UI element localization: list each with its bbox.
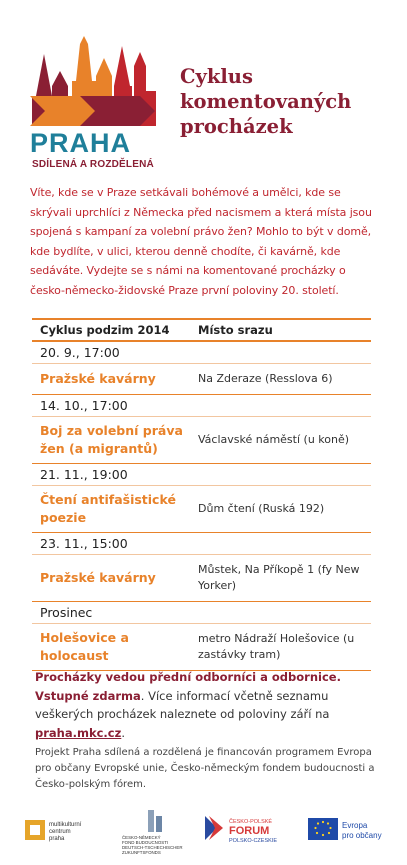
logo-tagline: SDÍLENÁ A ROZDĚLENÁ — [32, 159, 154, 170]
website-link[interactable]: praha.mkc.cz — [35, 725, 122, 740]
note-end: . — [121, 725, 125, 740]
logo-word: PRAHA — [30, 128, 132, 158]
fond-line: ZUKUNFTSFONDS — [122, 850, 161, 854]
row-place: Na Zderaze (Resslova 6) — [198, 372, 333, 385]
sponsor-logos — [25, 808, 395, 858]
row-date: 21. 11., 19:00 — [32, 464, 371, 486]
schedule-header — [32, 318, 371, 342]
row-date: Prosinec — [32, 602, 371, 624]
header-place: Místo srazu — [198, 323, 273, 337]
row-event: Pražské kavárny — [40, 570, 156, 585]
eu-logo — [308, 816, 388, 848]
intro-text: Víte, kde se v Praze setkávali bohémové a umělci, kde se skrývali uprchlíci z Německa před nacismem a která místa jsou spojená s kampaní za volební právo žen? Mohlo to být v domě, kde bydlíte, v ulici, kterou denně chodíte, či kavárně, kde sedáváte. Vydejte se s námi na komentované procházky o česko-německo-židovské Praze první poloviny 20. století. — [30, 186, 372, 297]
fond-line: FOND BUDOUCNOSTI — [122, 840, 169, 845]
fond-line: DEUTSCH-TSCHECHISCHER — [122, 845, 183, 850]
praha-logo — [30, 36, 160, 172]
eu-line: Evropa — [342, 821, 368, 830]
row-event: Holešovice a holocaust — [40, 630, 129, 663]
title-line: Cyklus — [180, 65, 253, 88]
fond-line: ČESKO-NĚMECKÝ — [122, 835, 161, 840]
title-line: procházek — [180, 115, 293, 138]
fond-mark-icon — [148, 810, 154, 832]
forum-word: FORUM — [229, 825, 270, 837]
forum-logo — [205, 814, 290, 850]
mkc-logo — [25, 816, 105, 848]
funding-credits: Projekt Praha sdílená a rozdělená je financován programem Evropa pro občany Evropské unie, Česko-německým fondem budoucnosti a Česko-polským fórem. — [35, 747, 375, 790]
mkc-line: multikulturní — [49, 822, 82, 828]
row-event: Boj za volební práva žen (a migrantů) — [40, 423, 183, 456]
schedule-row — [32, 602, 371, 671]
info-note — [35, 668, 380, 742]
row-place: Dům čtení (Ruská 192) — [198, 502, 325, 515]
schedule-row — [32, 464, 371, 533]
row-date: 23. 11., 15:00 — [32, 533, 371, 555]
forum-line: POLSKO-CZESKIE — [229, 838, 277, 844]
note-free-entry: Vstupné zdarma — [35, 688, 141, 703]
schedule-row — [32, 533, 371, 602]
schedule-table — [32, 318, 371, 671]
row-event: Pražské kavárny — [40, 371, 156, 386]
header-cycle: Cyklus podzim 2014 — [40, 323, 170, 337]
row-place: Můstek, Na Příkopě 1 (fy New Yorker) — [198, 563, 360, 592]
row-event: Čtení antifašistické poezie — [40, 492, 176, 525]
page-title — [180, 64, 395, 139]
row-date: 14. 10., 17:00 — [32, 395, 371, 417]
mkc-line: centrum — [49, 829, 71, 835]
mkc-line: praha — [49, 836, 65, 842]
eu-line: pro občany — [342, 831, 382, 840]
praha-skyline-icon — [30, 36, 160, 172]
row-date: 20. 9., 17:00 — [32, 342, 371, 364]
schedule-row — [32, 342, 371, 395]
title-line: komentovaných — [180, 90, 352, 113]
row-place: Václavské náměstí (u koně) — [198, 433, 350, 446]
row-place: metro Nádraží Holešovice (u zastávky tram) — [198, 632, 355, 661]
note-guides: Procházky vedou přední odborníci a odbornice. — [35, 670, 341, 684]
forum-line: ČESKO-POLSKÉ — [229, 819, 273, 825]
schedule-row — [32, 395, 371, 464]
fond-logo — [120, 808, 190, 858]
note-text: . Více informací včetně seznamu veškerých procházek naleznete od poloviny září na — [35, 688, 330, 721]
